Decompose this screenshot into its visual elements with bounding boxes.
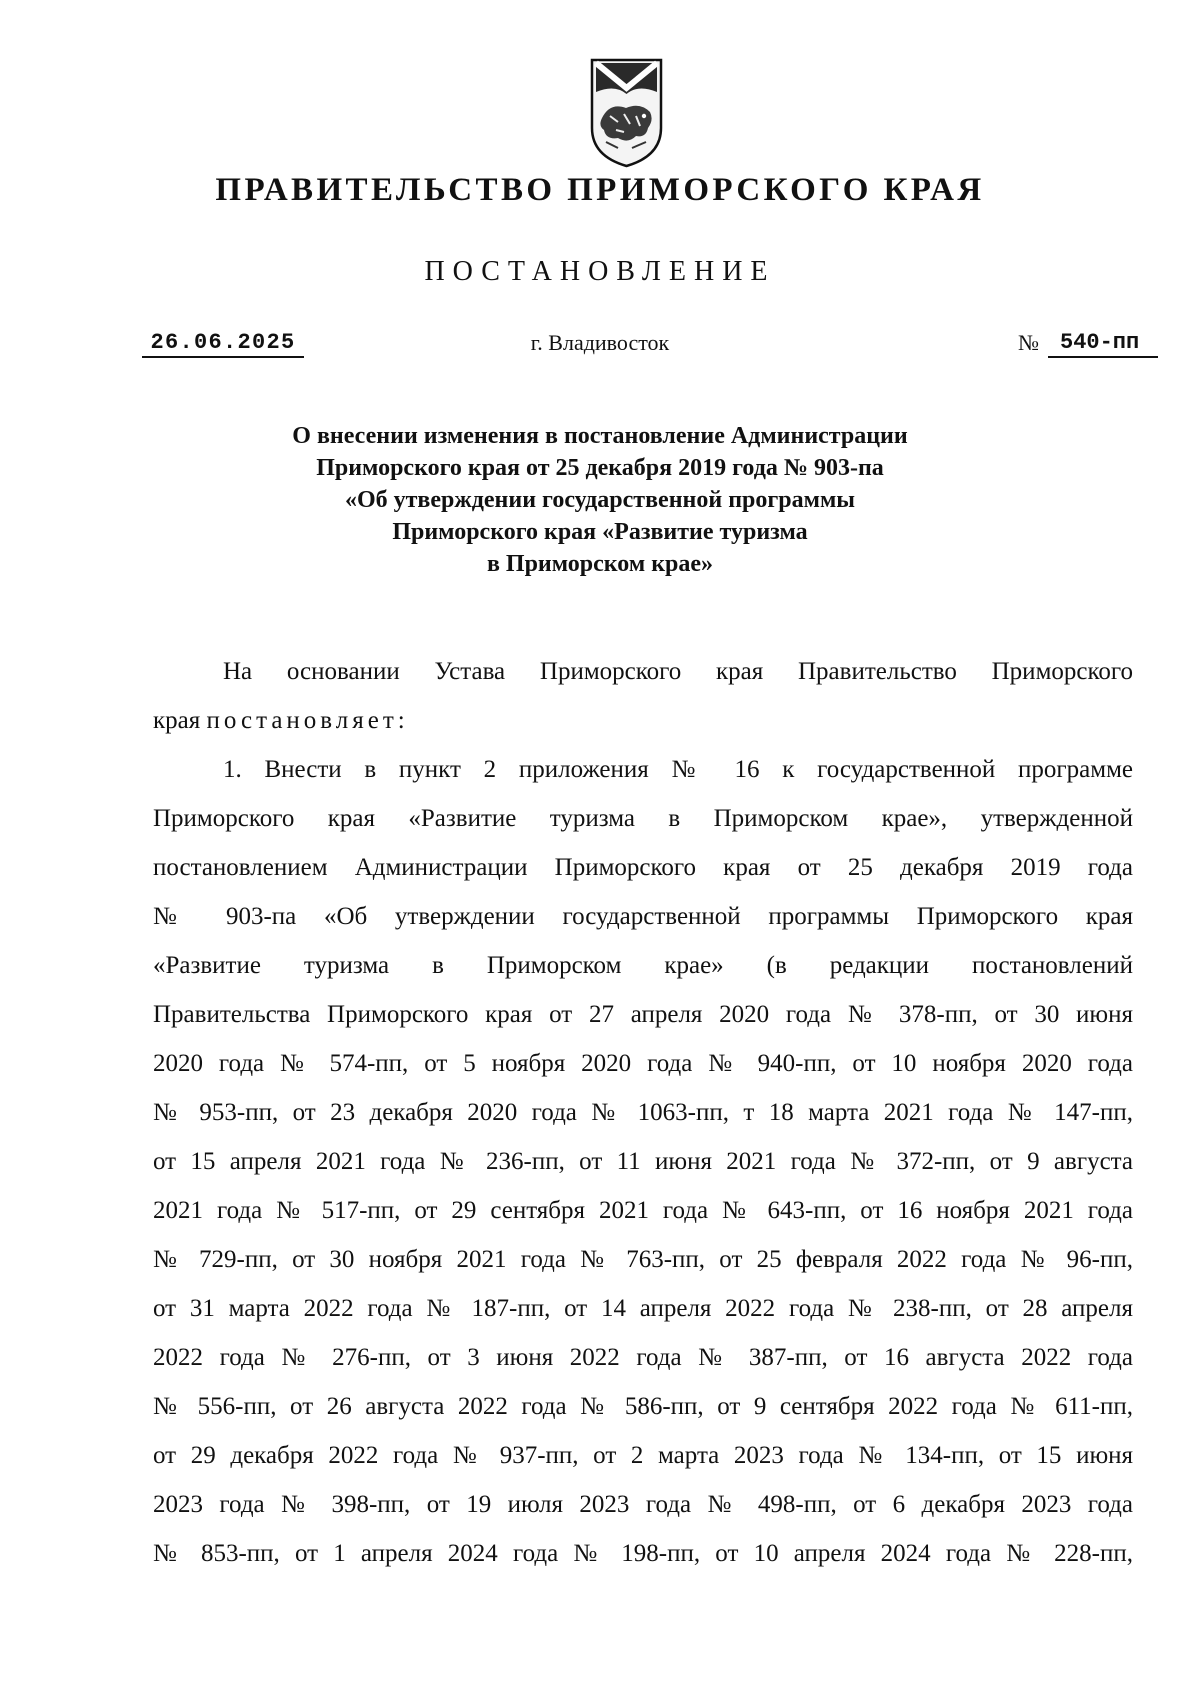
preamble-prefix: края (153, 707, 207, 734)
document-date: 26.06.2025 (142, 330, 304, 358)
item1-line: постановлением Администрации Приморского края от 25 декабря 2019 года (153, 854, 1133, 881)
item1-line: Приморского края «Развитие туризма в Приморском крае», утвержденной (153, 805, 1133, 832)
title-line: Приморского края от 25 декабря 2019 года № 903-па (316, 455, 884, 481)
item1-line: «Развитие туризма в Приморском крае» (в редакции постановлений (153, 952, 1133, 979)
title-line: в Приморском крае» (486, 551, 714, 577)
item1-line: № 953-пп, от 23 декабря 2020 года № 1063-пп, т 18 марта 2021 года № 147-пп, (153, 1099, 1133, 1126)
title-line: «Об утверждении государственной программы (344, 487, 856, 513)
title-line: Приморского края «Развитие туризма (392, 519, 808, 545)
item1-line: 2022 года № 276-пп, от 3 июня 2022 года № 387-пп, от 16 августа 2022 года (153, 1344, 1133, 1371)
item1-line: 2020 года № 574-пп, от 5 ноября 2020 года № 940-пп, от 10 ноября 2020 года (153, 1050, 1133, 1077)
number-sign: № (1018, 330, 1039, 355)
item1-line: 2023 года № 398-пп, от 19 июля 2023 года № 498-пп, от 6 декабря 2023 года (153, 1491, 1133, 1518)
coat-of-arms-icon (588, 58, 665, 168)
preamble-line: На основании Устава Приморского края Правительство Приморского (223, 658, 1133, 685)
document-body (153, 647, 1133, 1578)
item1-line: 2021 года № 517-пп, от 29 сентября 2021 года № 643-пп, от 16 ноября 2021 года (153, 1197, 1133, 1224)
item1-line: от 31 марта 2022 года № 187-пп, от 14 апреля 2022 года № 238-пп, от 28 апреля (153, 1295, 1133, 1322)
item1-line: Правительства Приморского края от 27 апреля 2020 года № 378-пп, от 30 июня (153, 1001, 1133, 1028)
item1-line: № 903-па «Об утверждении государственной программы Приморского края (153, 903, 1133, 930)
item1-line: № 556-пп, от 26 августа 2022 года № 586-пп, от 9 сентября 2022 года № 611-пп, (153, 1393, 1133, 1420)
preamble-verb: постановляет: (206, 707, 409, 734)
organization-name: ПРАВИТЕЛЬСТВО ПРИМОРСКОГО КРАЯ (215, 172, 985, 208)
document-number: 540-пп (1048, 330, 1158, 358)
item1-line: № 853-пп, от 1 апреля 2024 года № 198-пп, от 10 апреля 2024 года № 228-пп, (153, 1540, 1133, 1567)
title-line: О внесении изменения в постановление Администрации (292, 423, 908, 449)
item1-line: 1. Внести в пункт 2 приложения № 16 к государственной программе (223, 756, 1133, 783)
document-city: г. Владивосток (530, 330, 670, 355)
document-type: ПОСТАНОВЛЕНИЕ (424, 256, 776, 287)
item1-line: от 15 апреля 2021 года № 236-пп, от 11 июня 2021 года № 372-пп, от 9 августа (153, 1148, 1133, 1175)
document-title (240, 420, 960, 580)
preamble-line (153, 696, 1133, 745)
item1-line: № 729-пп, от 30 ноября 2021 года № 763-пп, от 25 февраля 2022 года № 96-пп, (153, 1246, 1133, 1273)
item1-line: от 29 декабря 2022 года № 937-пп, от 2 марта 2023 года № 134-пп, от 15 июня (153, 1442, 1133, 1469)
